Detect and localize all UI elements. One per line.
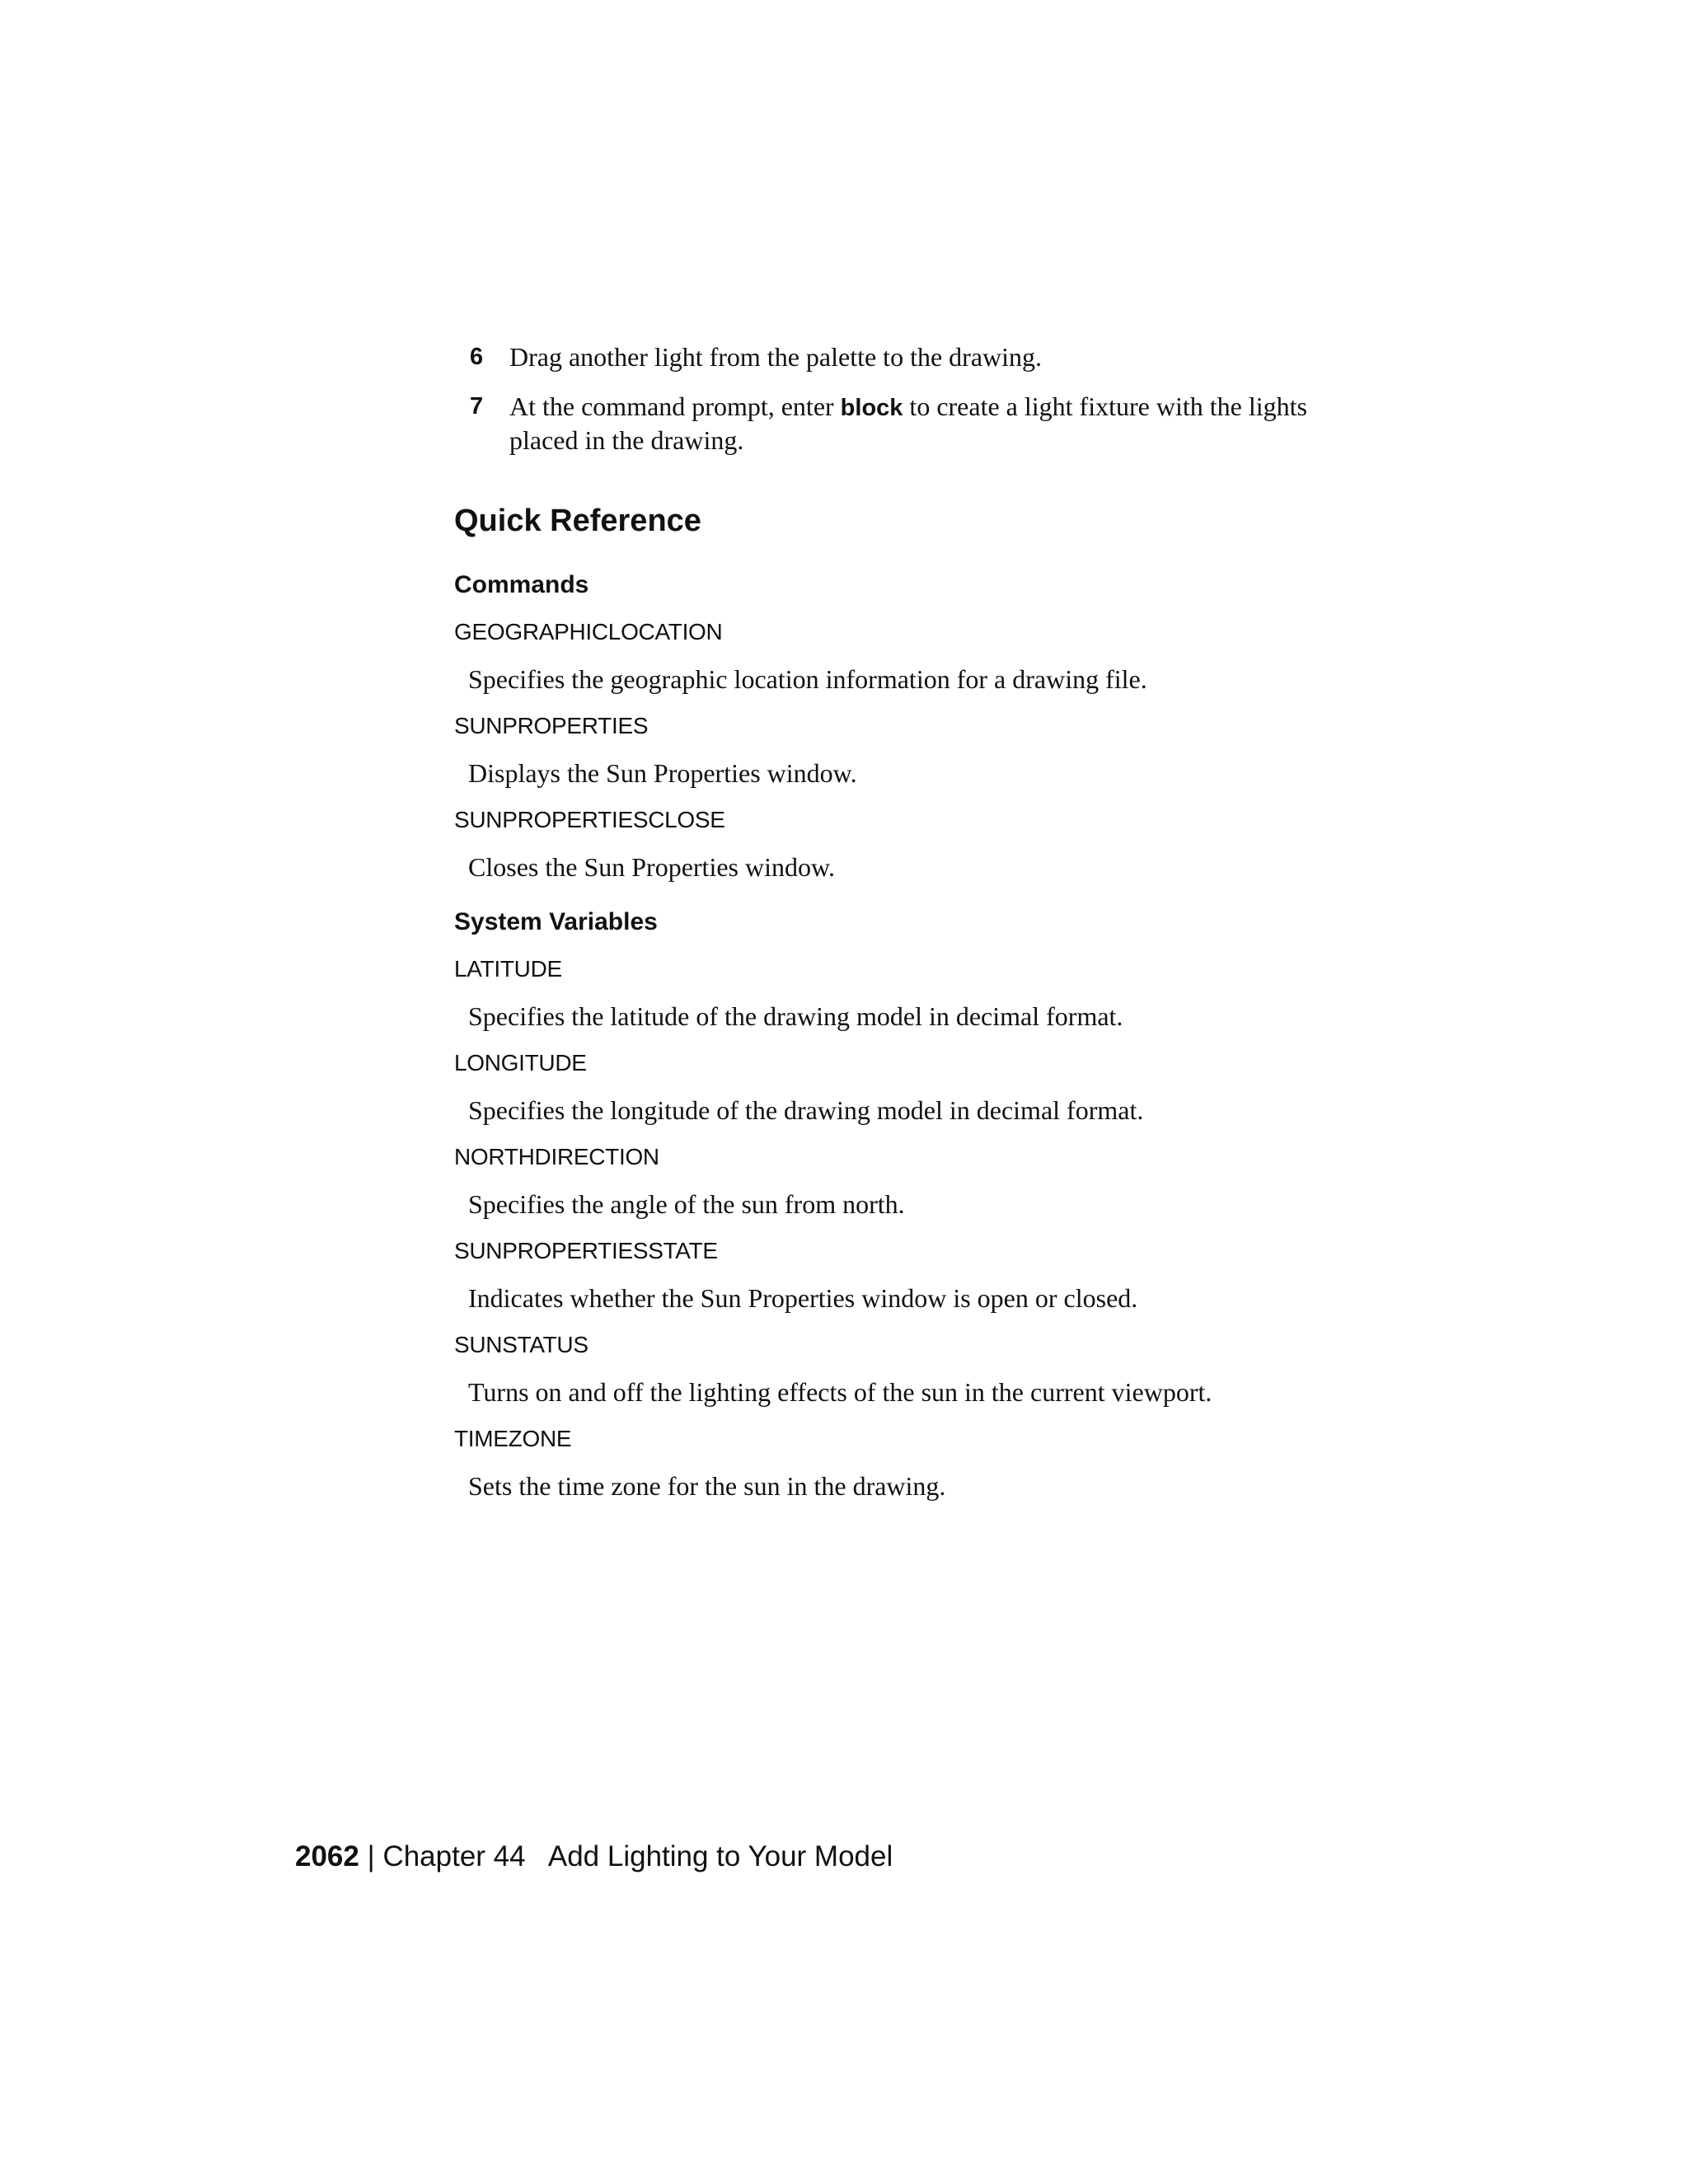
- variable-description: Specifies the latitude of the drawing model in decimal format.: [468, 1001, 1123, 1031]
- chapter-title: Add Lighting to Your Model: [547, 1840, 893, 1872]
- step-number: 6: [470, 344, 484, 370]
- command-term: SUNPROPERTIESCLOSE: [454, 807, 725, 832]
- step-7: [454, 391, 1344, 457]
- chapter-label: Chapter 44: [382, 1840, 526, 1872]
- variable-term: LONGITUDE: [454, 1050, 587, 1076]
- page-footer: [295, 1840, 893, 1874]
- step-text-before: At the command prompt, enter: [509, 391, 841, 421]
- variable-term: LATITUDE: [454, 956, 562, 982]
- command-description: Closes the Sun Properties window.: [468, 852, 836, 882]
- variable-term: SUNSTATUS: [454, 1332, 588, 1357]
- page-number: 2062: [295, 1840, 359, 1872]
- step-text: Drag another light from the palette to the drawing.: [509, 342, 1043, 372]
- variable-description: Turns on and off the lighting effects of the sun in the current viewport.: [468, 1377, 1212, 1407]
- step-number: 7: [470, 393, 484, 419]
- command-term: SUNPROPERTIES: [454, 713, 649, 738]
- command-keyword: block: [840, 395, 903, 421]
- system-variables-heading: System Variables: [454, 908, 658, 935]
- step-text-after: to create a light fixture with the lights placed in the drawing.: [509, 391, 1307, 455]
- command-term: GEOGRAPHICLOCATION: [454, 619, 723, 644]
- footer-separator: |: [367, 1840, 375, 1872]
- command-description: Displays the Sun Properties window.: [468, 758, 857, 788]
- variable-term: SUNPROPERTIESSTATE: [454, 1238, 718, 1263]
- commands-heading: Commands: [454, 571, 589, 598]
- quick-reference-heading: Quick Reference: [454, 504, 701, 538]
- variable-description: Indicates whether the Sun Properties window is open or closed.: [468, 1283, 1138, 1313]
- variable-term: NORTHDIRECTION: [454, 1144, 659, 1169]
- variable-term: TIMEZONE: [454, 1426, 572, 1451]
- step-6: [454, 341, 1344, 373]
- variable-description: Sets the time zone for the sun in the drawing.: [468, 1471, 946, 1501]
- variable-description: Specifies the longitude of the drawing model in decimal format.: [468, 1095, 1144, 1125]
- variable-description: Specifies the angle of the sun from north.: [468, 1189, 905, 1219]
- command-description: Specifies the geographic location information for a drawing file.: [468, 664, 1147, 694]
- page-content: [454, 341, 1344, 1502]
